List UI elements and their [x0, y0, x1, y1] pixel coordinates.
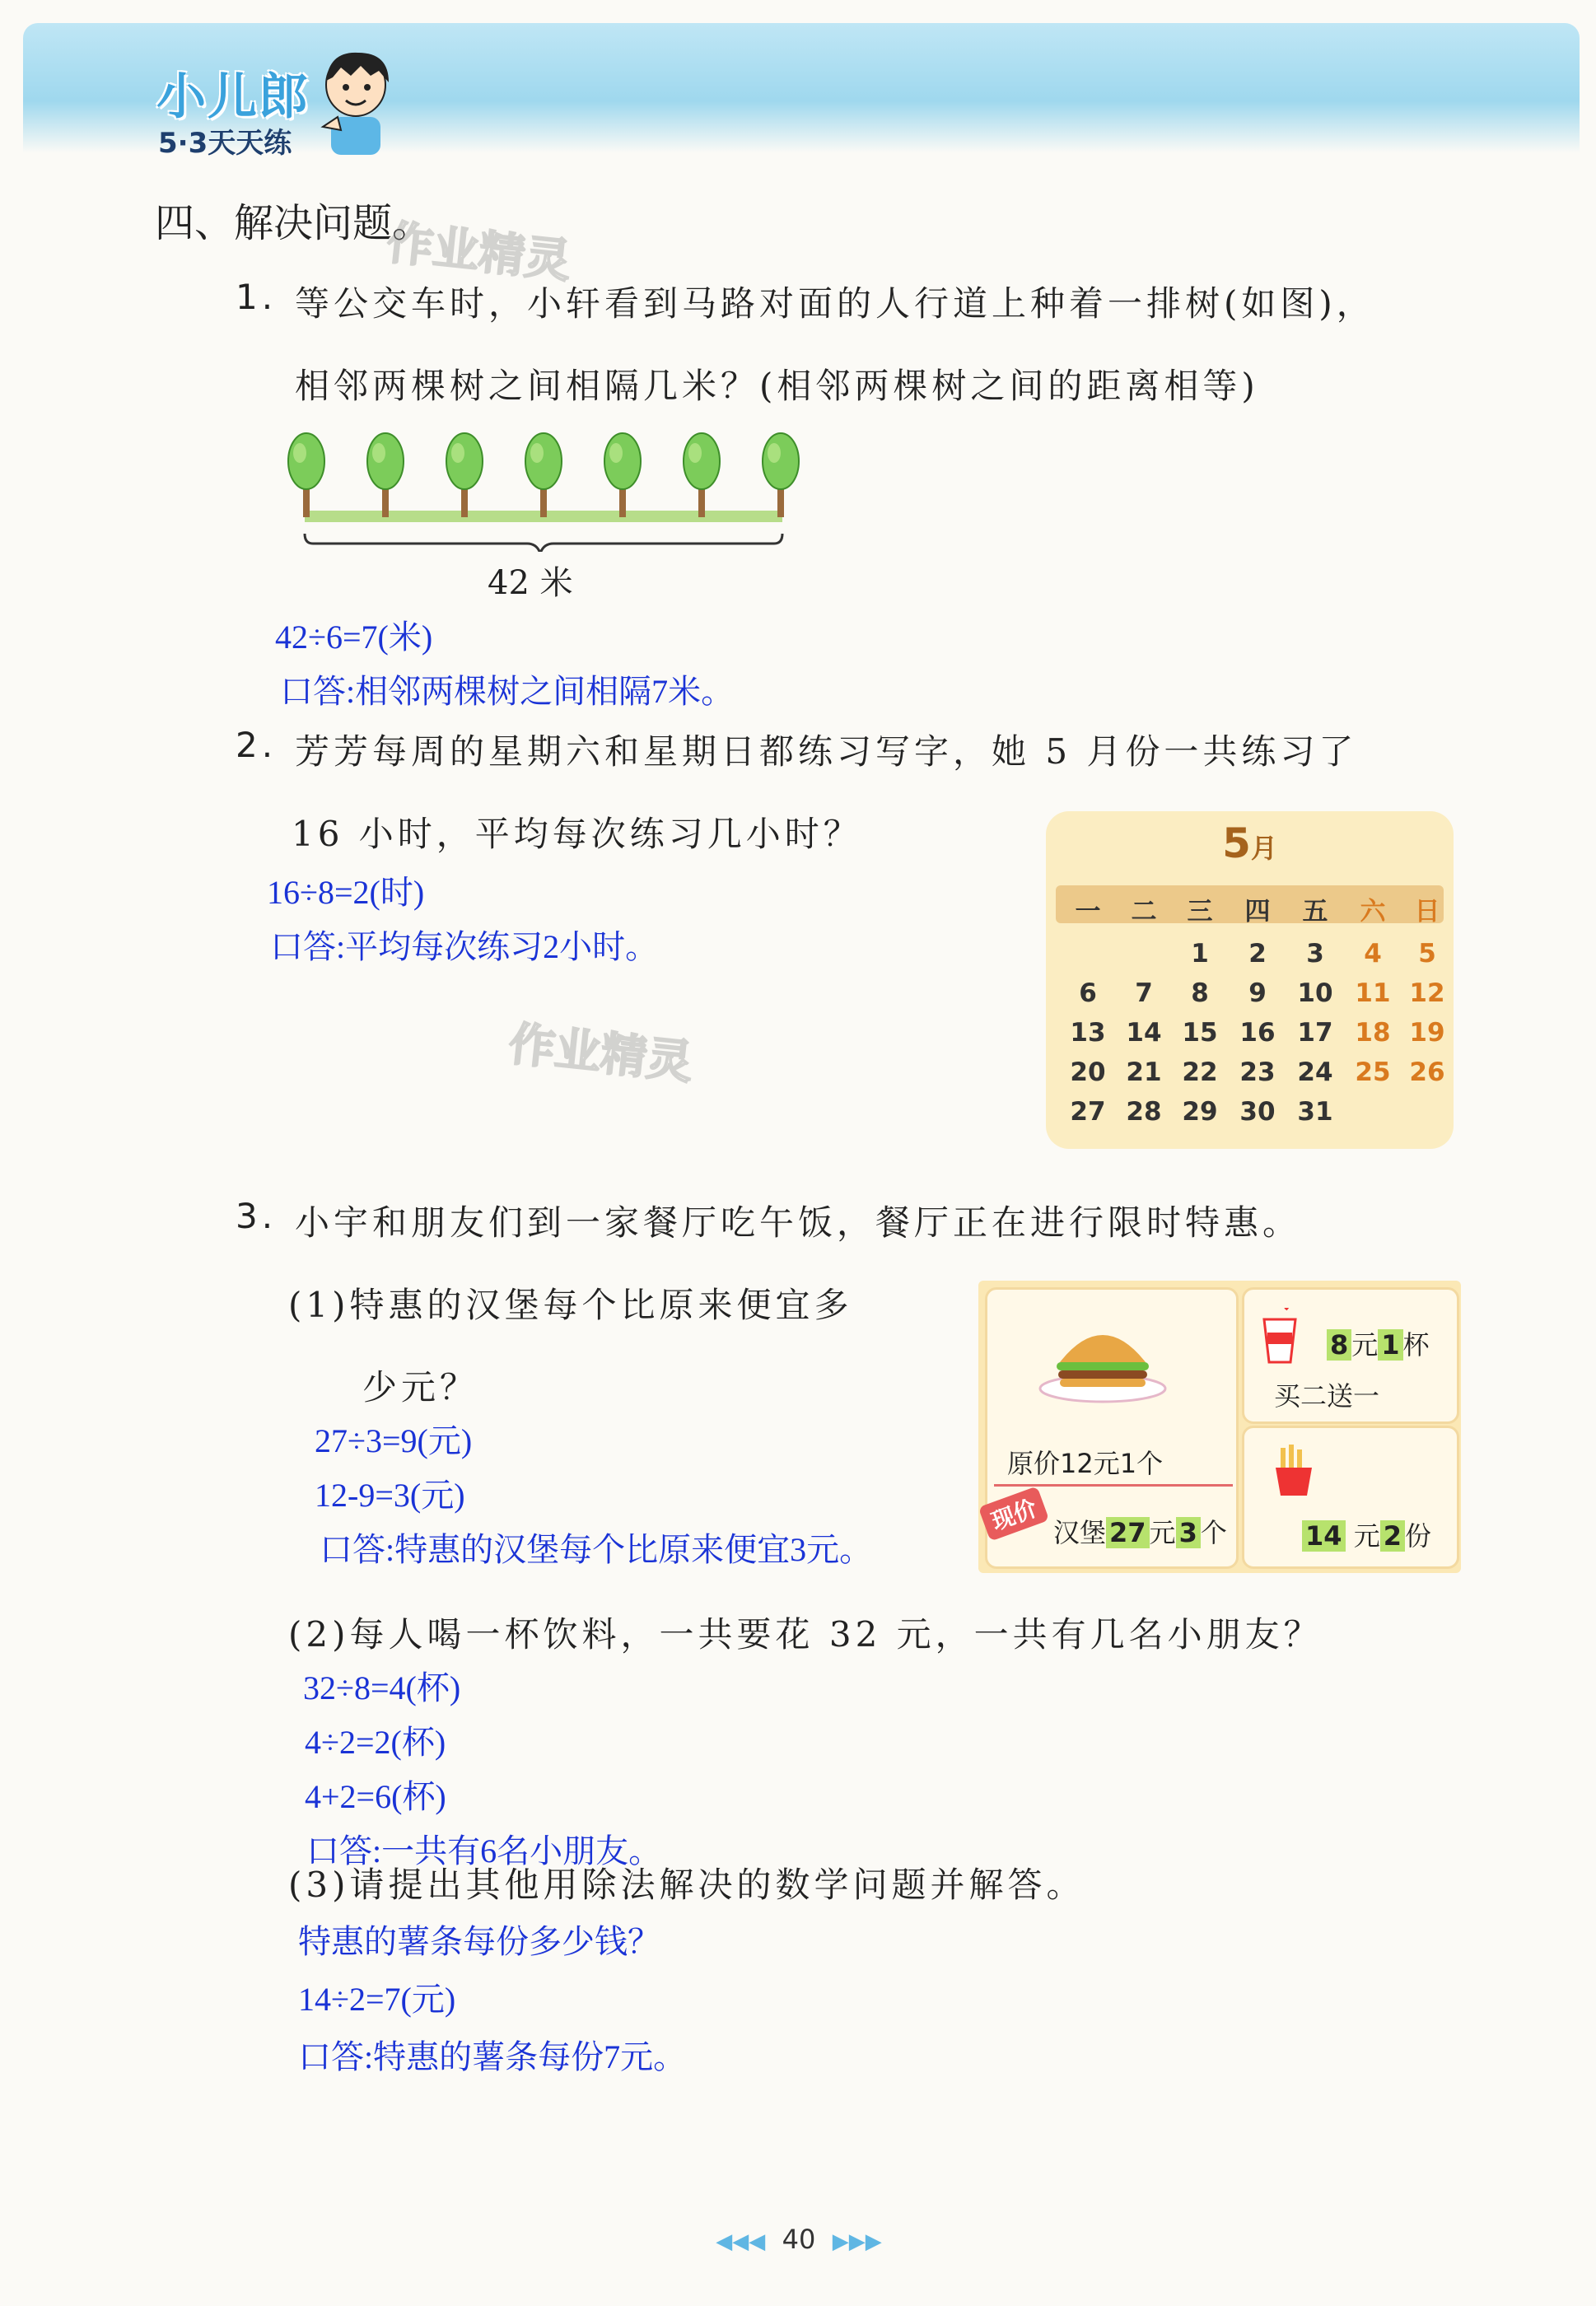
drink-cup-icon [1259, 1308, 1300, 1365]
calendar-day: 13 [1070, 1018, 1106, 1048]
calendar-weekday: 二 [1131, 897, 1157, 927]
calendar-day: 4 [1364, 939, 1382, 969]
calendar-day: 17 [1297, 1018, 1333, 1048]
calendar-day: 28 [1126, 1097, 1162, 1127]
calendar-day: 20 [1070, 1057, 1106, 1087]
q3-number: 3. [236, 1196, 278, 1236]
tree-icon [367, 433, 404, 517]
calendar-weekday: 五 [1302, 897, 1328, 927]
calendar-month: 5 [1222, 819, 1251, 867]
fries-panel [1242, 1426, 1459, 1569]
q3-part2-answer-4: 口答:一共有6名小朋友。 [306, 1832, 662, 1870]
tree-icon [446, 433, 483, 517]
tree-icon [288, 433, 324, 517]
tree-row-figure [280, 428, 807, 552]
q3-part2-line: (2)每人喝一杯饮料，一共要花 32 元，一共有几名小朋友？ [288, 1614, 1323, 1655]
q3-part1-line1: (1)特惠的汉堡每个比原来便宜多 [288, 1285, 853, 1325]
q3-part2-answer-1: 32÷8=4(杯) [303, 1669, 461, 1706]
calendar-day: 8 [1191, 978, 1209, 1008]
q3-part3-answer-1: 特惠的薯条每份多少钱？ [298, 1923, 660, 1960]
q2-number: 2. [236, 725, 278, 765]
drink-panel [1242, 1287, 1459, 1424]
calendar-day: 16 [1239, 1018, 1276, 1048]
may-calendar [1046, 811, 1454, 1149]
q3-part1-answer-3: 口答:特惠的汉堡每个比原来便宜3元。 [320, 1531, 873, 1568]
q3-part3-answer-2: 14÷2=7(元) [298, 1981, 456, 2018]
burger-icon [1037, 1314, 1169, 1405]
calendar-weekday: 四 [1244, 897, 1271, 927]
watermark-top: 作业精灵 [384, 216, 574, 289]
calendar-day: 26 [1409, 1057, 1445, 1087]
calendar-day: 23 [1239, 1057, 1276, 1087]
calendar-day: 22 [1182, 1057, 1218, 1087]
mascot-boy-icon [313, 48, 399, 155]
q2-line2: 16 小时，平均每次练习几小时？ [292, 814, 862, 854]
calendar-day: 24 [1297, 1057, 1333, 1087]
q3-part3-line: (3)请提出其他用除法解决的数学问题并解答。 [288, 1865, 1085, 1905]
q1-line1: 等公交车时，小轩看到马路对面的人行道上种着一排树(如图)， [295, 283, 1375, 324]
burger-now-price: 汉堡 27 元 3 个 [1053, 1517, 1227, 1548]
promo-board [978, 1281, 1461, 1573]
next-arrows-icon: ▶▶▶ [832, 2229, 882, 2254]
calendar-day: 31 [1297, 1097, 1333, 1127]
calendar-month-suffix: 月 [1250, 833, 1277, 864]
q3-part1-answer-1: 27÷3=9(元) [315, 1422, 473, 1459]
q2-line1: 芳芳每周的星期六和星期日都练习写字，她 5 月份一共练习了 [295, 731, 1358, 772]
tree-icon [604, 433, 641, 517]
calendar-day: 6 [1079, 978, 1097, 1008]
calendar-day: 25 [1355, 1057, 1391, 1087]
q3-part1-answer-2: 12-9=3(元) [315, 1477, 465, 1514]
section-title: 四、解决问题。 [155, 200, 432, 246]
price-divider [994, 1484, 1233, 1487]
calendar-day: 2 [1248, 939, 1267, 969]
q1-answer-calc: 42÷6=7(米) [275, 619, 433, 656]
calendar-weekday: 日 [1414, 897, 1440, 927]
tree-icon [684, 433, 720, 517]
page-footer [675, 2224, 922, 2255]
calendar-day: 21 [1126, 1057, 1162, 1087]
fries-price: 14 元 2 份 [1302, 1515, 1431, 1553]
calendar-weekday: 三 [1187, 897, 1213, 927]
tree-icon [763, 433, 799, 517]
series-subtitle: 5·3天天练 [158, 127, 292, 160]
calendar-day: 18 [1355, 1018, 1391, 1048]
q3-part3-answer-3: 口答:特惠的薯条每份7元。 [298, 2038, 687, 2075]
series-logo: 小儿郎 [156, 68, 310, 126]
calendar-day: 11 [1355, 978, 1391, 1008]
calendar-weekday: 六 [1360, 897, 1386, 927]
calendar-day: 1 [1191, 939, 1209, 969]
calendar-day: 30 [1239, 1097, 1276, 1127]
burger-panel [985, 1287, 1239, 1569]
fries-icon [1269, 1443, 1318, 1501]
drink-price: 8 元 1 杯 [1327, 1324, 1430, 1362]
q3-line1: 小宇和朋友们到一家餐厅吃午饭，餐厅正在进行限时特惠。 [295, 1202, 1302, 1243]
distance-label: 42 米 [488, 564, 573, 602]
calendar-day: 9 [1248, 978, 1267, 1008]
q2-answer-text: 口答:平均每次练习2小时。 [270, 928, 659, 965]
calendar-day: 29 [1182, 1097, 1218, 1127]
calendar-day: 3 [1306, 939, 1324, 969]
page-number: 40 [782, 2224, 816, 2255]
burger-original-price: 原价12元1个 [1007, 1448, 1164, 1479]
q2-answer-calc: 16÷8=2(时) [267, 874, 425, 911]
calendar-weekday: 一 [1075, 897, 1101, 927]
q3-part2-answer-2: 4÷2=2(杯) [305, 1724, 446, 1761]
calendar-day: 14 [1126, 1018, 1162, 1048]
calendar-day: 19 [1409, 1018, 1445, 1048]
calendar-day: 12 [1409, 978, 1445, 1008]
now-price-tag: 现价 [978, 1486, 1049, 1541]
prev-arrows-icon: ◀◀◀ [716, 2229, 766, 2254]
q1-line2: 相邻两棵树之间相隔几米？(相邻两棵树之间的距离相等) [295, 366, 1259, 406]
q3-part2-answer-3: 4+2=6(杯) [305, 1778, 446, 1815]
tree-icon [525, 433, 562, 517]
drink-deal: 买二送一 [1274, 1380, 1380, 1412]
calendar-day: 7 [1135, 978, 1153, 1008]
calendar-day: 5 [1418, 939, 1436, 969]
calendar-day: 15 [1182, 1018, 1218, 1048]
calendar-title [1046, 819, 1454, 867]
watermark-middle: 作业精灵 [506, 1017, 696, 1090]
q1-answer-text: 口答:相邻两棵树之间相隔7米。 [280, 673, 735, 710]
calendar-day: 27 [1070, 1097, 1106, 1127]
q1-number: 1. [236, 277, 278, 317]
calendar-day: 10 [1297, 978, 1333, 1008]
q3-part1-line2: 少元？ [362, 1367, 479, 1407]
